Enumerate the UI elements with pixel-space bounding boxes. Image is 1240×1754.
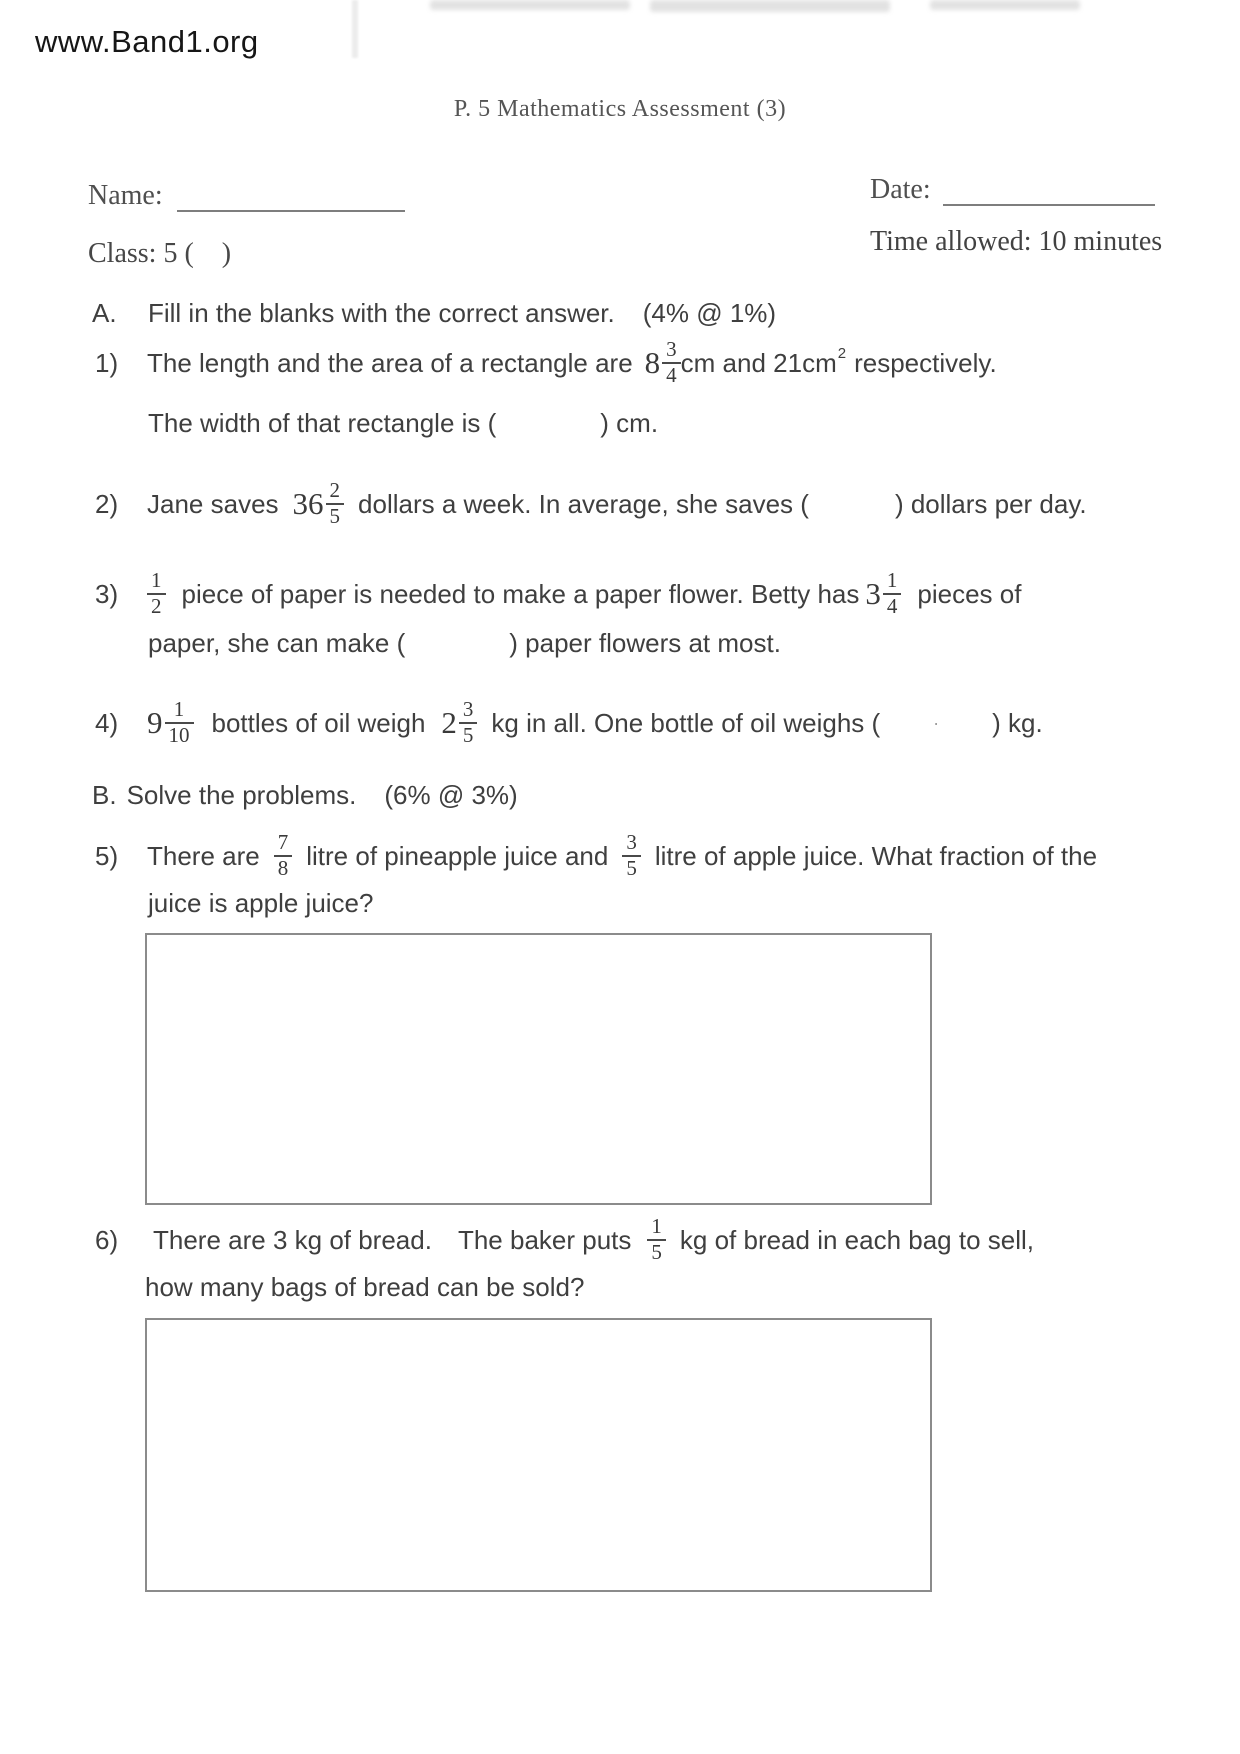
question-text: bottles of oil weigh xyxy=(211,707,426,738)
question-number: 1) xyxy=(95,347,119,378)
name-row xyxy=(88,180,405,212)
date-label: Date: xyxy=(870,174,931,205)
fraction xyxy=(147,569,166,618)
question-text: respectively. xyxy=(854,347,997,378)
question-text: There are 3 kg of bread. xyxy=(153,1224,432,1255)
question-number: 3) xyxy=(95,578,119,609)
fraction xyxy=(165,698,194,747)
question-text: litre of pineapple juice and xyxy=(306,840,609,871)
fraction-denominator: 5 xyxy=(647,1239,666,1265)
scan-artifact xyxy=(930,0,1080,10)
question-text: juice is apple juice? xyxy=(148,888,374,918)
mixed-number xyxy=(147,698,194,747)
question-4 xyxy=(95,678,1043,768)
fraction-numerator: 2 xyxy=(329,478,341,503)
fraction-numerator: 7 xyxy=(277,830,289,855)
question-number: 4) xyxy=(95,707,119,738)
question-text: cm and 21cm xyxy=(680,347,837,378)
section-a-marks: (4% @ 1%) xyxy=(642,298,777,328)
question-3-line-2 xyxy=(148,628,781,659)
whole-number: 3 xyxy=(865,576,881,611)
fraction-denominator: 5 xyxy=(326,503,345,529)
section-b-marks: (6% @ 3%) xyxy=(384,780,518,810)
question-2 xyxy=(95,462,1087,546)
question-6-line-2 xyxy=(145,1272,584,1303)
mixed-number xyxy=(441,698,477,747)
scan-artifact xyxy=(650,0,890,12)
mixed-number xyxy=(865,569,901,618)
fraction-numerator: 1 xyxy=(651,1214,662,1239)
fraction xyxy=(883,569,902,618)
question-text: pieces of xyxy=(917,578,1022,609)
whole-number: 36 xyxy=(292,486,324,521)
fraction-denominator: 2 xyxy=(147,593,166,619)
question-number: 6) xyxy=(95,1224,119,1255)
fraction-denominator: 10 xyxy=(165,722,194,748)
fraction-numerator: 3 xyxy=(626,830,637,855)
question-text: There are xyxy=(147,840,260,871)
question-text: Jane saves xyxy=(147,488,279,519)
mixed-number xyxy=(645,338,681,387)
name-underline xyxy=(177,184,405,212)
question-text: ) cm. xyxy=(600,408,659,438)
fraction xyxy=(647,1215,666,1264)
class-label: Class: 5 ( ) xyxy=(88,238,232,269)
section-b-heading xyxy=(92,780,518,811)
whole-number: 2 xyxy=(441,705,457,740)
fraction-denominator: 5 xyxy=(459,722,478,748)
question-1-line-1 xyxy=(95,322,997,404)
question-5-line-2 xyxy=(148,888,373,919)
question-6-line-1 xyxy=(95,1196,1034,1284)
question-text: litre of apple juice. What fraction of the xyxy=(654,840,1098,871)
whole-number: 8 xyxy=(644,345,661,380)
question-text: kg of bread in each bag to sell, xyxy=(679,1224,1035,1255)
section-a-instruction: Fill in the blanks with the correct answer. xyxy=(148,298,615,328)
question-text: kg in all. One bottle of oil weighs ( xyxy=(491,707,881,738)
fraction xyxy=(326,479,345,528)
question-text: The length and the area of a rectangle are xyxy=(147,347,633,378)
question-text: ) paper flowers at most. xyxy=(509,628,781,658)
time-allowed-label: Time allowed: 10 minutes xyxy=(870,226,1163,257)
fraction-numerator: 1 xyxy=(173,697,185,722)
date-row xyxy=(870,174,1155,206)
question-text: paper, she can make ( xyxy=(148,628,406,658)
class-row xyxy=(88,238,231,270)
question-text: ) dollars per day. xyxy=(894,488,1087,519)
answer-blank xyxy=(880,713,992,734)
section-a-label: A. xyxy=(92,298,117,328)
question-number: 2) xyxy=(95,488,119,519)
scan-artifact xyxy=(352,0,358,58)
fraction-numerator: 3 xyxy=(462,697,474,722)
answer-box-q6 xyxy=(145,1318,932,1592)
page-title: P. 5 Mathematics Assessment (3) xyxy=(453,96,787,122)
fraction-denominator: 8 xyxy=(274,855,293,881)
section-b-label: B. xyxy=(92,780,117,810)
fraction xyxy=(459,698,478,747)
scan-dot: · xyxy=(933,712,940,733)
question-5-line-1 xyxy=(95,814,1097,898)
name-label: Name: xyxy=(88,180,163,211)
question-text: The baker puts xyxy=(457,1224,632,1255)
fraction-numerator: 1 xyxy=(886,568,898,593)
question-1-line-2 xyxy=(148,408,658,439)
fraction-denominator: 4 xyxy=(662,362,681,388)
question-text: how many bags of bread can be sold? xyxy=(145,1272,585,1302)
section-b-instruction: Solve the problems. xyxy=(126,780,357,810)
superscript: 2 xyxy=(837,344,847,362)
answer-box-q5 xyxy=(145,933,932,1205)
fraction xyxy=(622,831,641,880)
question-text: piece of paper is needed to make a paper flower. Betty has xyxy=(181,578,860,609)
fraction-denominator: 5 xyxy=(622,855,641,881)
fraction-numerator: 3 xyxy=(666,337,677,362)
question-text: The width of that rectangle is ( xyxy=(148,408,497,438)
watermark: www.Band1.org xyxy=(35,24,259,59)
time-allowed-row xyxy=(870,226,1162,258)
mixed-number xyxy=(293,479,345,528)
question-number: 5) xyxy=(95,840,119,871)
fraction-numerator: 1 xyxy=(151,568,162,593)
fraction xyxy=(274,831,293,880)
fraction-denominator: 4 xyxy=(883,593,902,619)
whole-number: 9 xyxy=(147,705,163,740)
date-underline xyxy=(943,178,1155,206)
scan-artifact xyxy=(430,0,630,10)
question-text: ) kg. xyxy=(992,707,1043,738)
fraction xyxy=(662,338,681,387)
question-text: dollars a week. In average, she saves ( xyxy=(358,488,809,519)
question-3-line-1 xyxy=(95,552,1021,636)
